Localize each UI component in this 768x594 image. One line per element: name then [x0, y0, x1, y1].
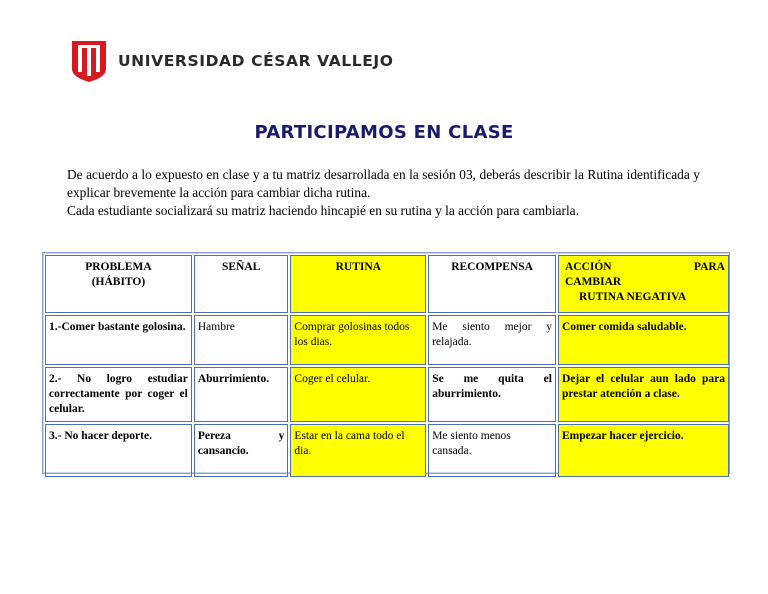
cell-accion: Dejar el celular aun lado para prestar atención a clase. [558, 367, 729, 422]
university-logo [70, 39, 394, 83]
cell-rutina: Estar en la cama todo el dia. [290, 424, 426, 477]
table-row [45, 424, 729, 477]
header-problema [45, 255, 192, 313]
instructions [67, 166, 700, 220]
cell-recompensa: Me siento menos cansada. [428, 424, 556, 477]
cell-recompensa: Se me quita el aburrimiento. [428, 367, 556, 422]
header-problema-line1: PROBLEMA [85, 261, 152, 273]
cell-problema: 3.- No hacer deporte. [45, 424, 192, 477]
header-recompensa: RECOMPENSA [428, 255, 556, 313]
header-accion-word2: PARA [693, 261, 725, 273]
cell-problema: 1.-Comer bastante golosina. [45, 315, 192, 365]
cell-accion: Comer comida saludable. [558, 315, 729, 365]
header-accion-word1: ACCIÓN [564, 261, 612, 273]
header-problema-line2: (HÁBITO) [91, 276, 146, 288]
instructions-paragraph-1: De acuerdo a lo expuesto en clase y a tu matriz desarrollada en la sesión 03, deberás describir la Rutina identificada y explicar brevemente la acción para cambiar dicha rutina. [67, 167, 700, 200]
cell-recompensa: Me siento mejor y relajada. [428, 315, 556, 365]
header-accion [558, 255, 729, 313]
table-row [45, 315, 729, 365]
cell-senal: Pereza y cansancio. [194, 424, 289, 477]
cell-accion: Empezar hacer ejercicio. [558, 424, 729, 477]
header-rutina: RUTINA [290, 255, 426, 313]
header-accion-word3: CAMBIAR [564, 276, 622, 288]
university-name: UNIVERSIDAD CÉSAR VALLEJO [118, 52, 394, 70]
cell-problema: 2.- No logro estudiar correctamente por coger el celular. [45, 367, 192, 422]
instructions-paragraph-2: Cada estudiante socializará su matriz haciendo hincapié en su rutina y la acción para cambiarla. [67, 203, 579, 218]
table-header-row [45, 255, 729, 313]
cell-rutina: Coger el celular. [290, 367, 426, 422]
cell-senal: Aburrimiento. [194, 367, 289, 422]
page-title: PARTICIPAMOS EN CLASE [254, 122, 514, 143]
table-row [45, 367, 729, 422]
header-senal: SEÑAL [194, 255, 289, 313]
shield-logo-icon [70, 39, 108, 83]
cell-senal: Hambre [194, 315, 289, 365]
cell-rutina: Comprar golosinas todos los dias. [290, 315, 426, 365]
habit-matrix [42, 252, 730, 474]
habit-matrix-table [43, 253, 731, 479]
header-accion-word4: RUTINA NEGATIVA [578, 291, 687, 303]
